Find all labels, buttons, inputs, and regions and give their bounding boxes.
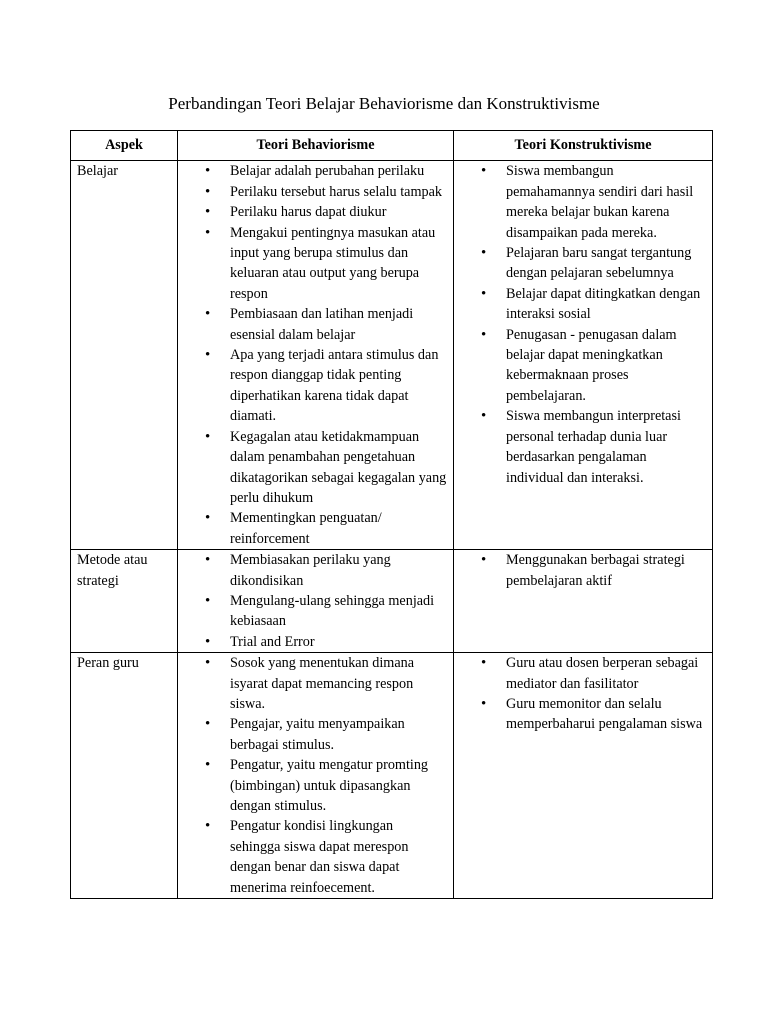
table-header xyxy=(71,131,713,161)
table-row-peran-guru xyxy=(71,653,713,899)
list-item: • Mementingkan penguatan/ reinforcement xyxy=(178,508,447,549)
list-item: • Kegagalan atau ketidakmampuan dalam penambahan pengetahuan dikatagorikan sebagai kegagalan yang perlu dihukum xyxy=(178,427,447,509)
konstruktivisme-cell xyxy=(454,161,713,550)
list-item: • Sosok yang menentukan dimana isyarat dapat memancing respon siswa. xyxy=(178,653,447,714)
behaviorisme-list xyxy=(178,161,447,549)
list-item: • Siswa membangun interpretasi personal terhadap dunia luar berdasarkan pengalaman individual dan interaksi. xyxy=(454,406,706,488)
list-item: • Perilaku harus dapat diukur xyxy=(178,202,447,222)
list-item: • Belajar adalah perubahan perilaku xyxy=(178,161,447,181)
konstruktivisme-cell xyxy=(454,550,713,653)
konstruktivisme-cell xyxy=(454,653,713,899)
list-item: • Pelajaran baru sangat tergantung dengan pelajaran sebelumnya xyxy=(454,243,706,284)
konstruktivisme-list xyxy=(454,550,706,591)
table-row-metode xyxy=(71,550,713,653)
header-aspek: Aspek xyxy=(71,131,178,161)
list-item: • Belajar dapat ditingkatkan dengan interaksi sosial xyxy=(454,284,706,325)
aspect-cell: Metode atau strategi xyxy=(71,550,178,653)
header-konstruktivisme: Teori Konstruktivisme xyxy=(454,131,713,161)
comparison-table xyxy=(70,130,713,899)
list-item: • Menggunakan berbagai strategi pembelajaran aktif xyxy=(454,550,706,591)
behaviorisme-cell xyxy=(178,653,454,899)
table-body xyxy=(71,161,713,899)
list-item: • Membiasakan perilaku yang dikondisikan xyxy=(178,550,447,591)
konstruktivisme-list xyxy=(454,653,706,735)
list-item: • Siswa membangun pemahamannya sendiri dari hasil mereka belajar bukan karena disampaikan pada mereka. xyxy=(454,161,706,243)
list-item: • Guru memonitor dan selalu memperbaharui pengalaman siswa xyxy=(454,694,706,735)
list-item: • Pembiasaan dan latihan menjadi esensial dalam belajar xyxy=(178,304,447,345)
table-row-belajar xyxy=(71,161,713,550)
list-item: • Pengatur kondisi lingkungan sehingga siswa dapat merespon dengan benar dan siswa dapat menerima reinfoecement. xyxy=(178,816,447,898)
behaviorisme-list xyxy=(178,550,447,652)
konstruktivisme-list xyxy=(454,161,706,488)
list-item: • Perilaku tersebut harus selalu tampak xyxy=(178,182,447,202)
behaviorisme-cell xyxy=(178,161,454,550)
behaviorisme-list xyxy=(178,653,447,898)
aspect-cell: Peran guru xyxy=(71,653,178,899)
page-title: Perbandingan Teori Belajar Behaviorisme dan Konstruktivisme xyxy=(168,94,600,113)
header-row xyxy=(71,131,713,161)
list-item: • Mengakui pentingnya masukan atau input yang berupa stimulus dan keluaran atau output yang berupa respon xyxy=(178,223,447,305)
header-behaviorisme: Teori Behaviorisme xyxy=(178,131,454,161)
list-item: • Penugasan - penugasan dalam belajar dapat meningkatkan kebermaknaan proses pembelajaran. xyxy=(454,325,706,407)
list-item: • Mengulang-ulang sehingga menjadi kebiasaan xyxy=(178,591,447,632)
list-item: • Apa yang terjadi antara stimulus dan respon dianggap tidak penting diperhatikan karena tidak dapat diamati. xyxy=(178,345,447,427)
behaviorisme-cell xyxy=(178,550,454,653)
list-item: • Pengajar, yaitu menyampaikan berbagai stimulus. xyxy=(178,714,447,755)
aspect-cell: Belajar xyxy=(71,161,178,550)
list-item: • Guru atau dosen berperan sebagai mediator dan fasilitator xyxy=(454,653,706,694)
list-item: • Trial and Error xyxy=(178,632,447,652)
list-item: • Pengatur, yaitu mengatur promting (bimbingan) untuk dipasangkan dengan stimulus. xyxy=(178,755,447,816)
